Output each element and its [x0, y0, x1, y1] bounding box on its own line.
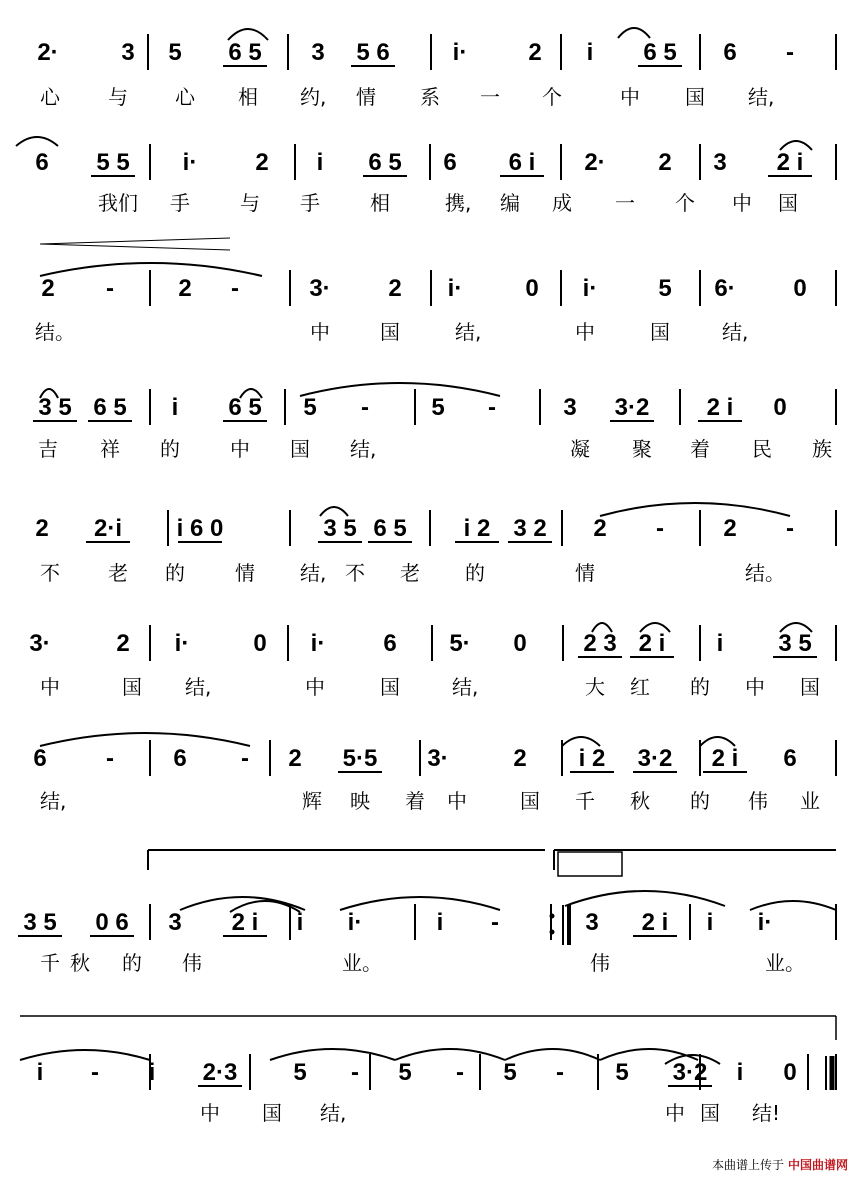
- note: 3: [713, 149, 727, 176]
- lyric: 与: [240, 191, 260, 215]
- note: 3 5: [23, 909, 57, 936]
- lyric: 中: [745, 675, 765, 699]
- lyric: 中: [665, 1101, 685, 1125]
- lyric: 的: [122, 951, 142, 975]
- lyric: 国: [122, 675, 142, 699]
- lyric: 相: [238, 85, 258, 109]
- lyric: 业。: [765, 951, 805, 975]
- note: 0: [513, 630, 527, 657]
- note: 3·2: [637, 745, 673, 772]
- note: 3 5: [778, 630, 812, 657]
- lyric: 不: [345, 561, 365, 585]
- note: 6: [383, 630, 397, 657]
- lyric: 的: [160, 437, 180, 461]
- note: 5·: [449, 630, 471, 657]
- lyric: 结,: [350, 437, 377, 461]
- lyric: 成: [552, 191, 572, 215]
- note: i·: [174, 630, 190, 657]
- note: -: [106, 275, 114, 302]
- lyric: 心: [175, 85, 195, 109]
- lyric: 伟: [182, 951, 202, 975]
- note: i·: [310, 630, 326, 657]
- note: 3: [311, 39, 325, 66]
- lyric: 国: [650, 320, 670, 344]
- lyric: 辉: [302, 789, 322, 813]
- lyric: 红: [630, 675, 650, 699]
- lyric: 族: [812, 437, 832, 461]
- upload-credit: 本曲谱上传于: [711, 1158, 784, 1172]
- lyric: 聚: [632, 437, 652, 461]
- note: 3·: [427, 745, 449, 772]
- lyric: 业: [800, 789, 820, 813]
- note: i: [148, 1059, 156, 1086]
- lyric: 秋: [70, 951, 90, 975]
- note: -: [556, 1059, 564, 1086]
- note: -: [91, 1059, 99, 1086]
- note: 0: [793, 275, 807, 302]
- lyric: 着: [405, 789, 425, 813]
- lyric: 中: [305, 675, 325, 699]
- lyric: 个: [675, 191, 695, 215]
- note: -: [491, 909, 499, 936]
- note: -: [361, 394, 369, 421]
- note: i: [316, 149, 324, 176]
- lyric: 个: [542, 85, 562, 109]
- tie: [618, 28, 650, 38]
- note: 2 i: [776, 149, 804, 176]
- note: 0: [773, 394, 787, 421]
- note: 3: [585, 909, 599, 936]
- lyric: 我们: [98, 191, 138, 215]
- lyric: 国: [380, 320, 400, 344]
- note: -: [656, 515, 664, 542]
- note: i: [706, 909, 714, 936]
- lyric: 情: [356, 85, 376, 109]
- note: 3·2: [672, 1059, 708, 1086]
- note: i·: [182, 149, 198, 176]
- note: -: [241, 745, 249, 772]
- lyric: 国: [778, 191, 798, 215]
- note: 3·: [309, 275, 331, 302]
- tie-long: [300, 383, 500, 396]
- lyric: 中: [230, 437, 250, 461]
- lyric: 祥: [100, 437, 120, 461]
- note: -: [786, 39, 794, 66]
- note: 5 6: [356, 39, 390, 66]
- note: 2 i: [711, 745, 739, 772]
- note: i: [716, 630, 724, 657]
- lyric: 结!: [752, 1101, 781, 1125]
- lyric: 一: [480, 85, 500, 109]
- note: 2: [513, 745, 527, 772]
- note: 2: [35, 515, 49, 542]
- note: 6 5: [93, 394, 127, 421]
- note: 3·: [29, 630, 51, 657]
- note: 2: [255, 149, 269, 176]
- slur: [16, 137, 58, 146]
- note: 2·: [584, 149, 606, 176]
- lyric: 中: [447, 789, 467, 813]
- note: 2·: [37, 39, 59, 66]
- lyric: 结,: [748, 85, 775, 109]
- footer: [712, 1156, 848, 1173]
- lyric: 大: [585, 675, 605, 699]
- note: 2 3: [583, 630, 617, 657]
- note: -: [106, 745, 114, 772]
- note: 6·: [714, 275, 736, 302]
- note: 2·3: [202, 1059, 238, 1086]
- lyric: 的: [690, 675, 710, 699]
- tie-long: [340, 897, 500, 910]
- note: i·: [447, 275, 463, 302]
- note: 6 5: [228, 394, 262, 421]
- lyric: 结,: [452, 675, 479, 699]
- note: 6 5: [643, 39, 677, 66]
- repeat-dot: [550, 914, 555, 919]
- lyric: 老: [108, 561, 128, 585]
- note: 3: [121, 39, 135, 66]
- note: 2: [178, 275, 192, 302]
- note: 2: [288, 745, 302, 772]
- note: 5: [431, 394, 445, 421]
- lyric: 着: [690, 437, 710, 461]
- coda-box: [558, 852, 622, 876]
- note: 6 5: [368, 149, 402, 176]
- lyric: 的: [165, 561, 185, 585]
- note: i: [736, 1059, 744, 1086]
- lyric: 中: [40, 675, 60, 699]
- lyric: 伟: [748, 789, 768, 813]
- note: -: [786, 515, 794, 542]
- note: -: [351, 1059, 359, 1086]
- note: 2: [593, 515, 607, 542]
- note: 5: [503, 1059, 517, 1086]
- hairpin: [40, 238, 230, 244]
- note: 5 5: [96, 149, 130, 176]
- note: 6: [783, 745, 797, 772]
- lyric: 国: [380, 675, 400, 699]
- lyric: 情: [235, 561, 255, 585]
- lyric: 中: [200, 1101, 220, 1125]
- lyric: 系: [420, 85, 440, 109]
- lyric: 国: [685, 85, 705, 109]
- note: i: [296, 909, 304, 936]
- note: 5: [168, 39, 182, 66]
- lyric: 结,: [320, 1101, 347, 1125]
- note: 3: [168, 909, 182, 936]
- note: i: [586, 39, 594, 66]
- note: 3·2: [614, 394, 650, 421]
- lyric: 中: [732, 191, 752, 215]
- note: 2: [41, 275, 55, 302]
- lyric: 与: [108, 85, 128, 109]
- hairpin: [40, 244, 230, 250]
- note: i: [171, 394, 179, 421]
- lyric: 千: [40, 951, 60, 975]
- note: i: [436, 909, 444, 936]
- lyric: 伟: [590, 951, 610, 975]
- lyric: 手: [300, 191, 320, 215]
- note: 2: [388, 275, 402, 302]
- note: 6 5: [373, 515, 407, 542]
- note: 3: [563, 394, 577, 421]
- note: 0: [525, 275, 539, 302]
- lyric: 约,: [300, 85, 327, 109]
- lyric: 中: [310, 320, 330, 344]
- lyric: 结,: [455, 320, 482, 344]
- lyric: 凝: [570, 437, 590, 461]
- tie: [270, 1049, 395, 1060]
- note: -: [488, 394, 496, 421]
- note: 2: [528, 39, 542, 66]
- lyric: 国: [700, 1101, 720, 1125]
- note: 6 i: [508, 149, 536, 176]
- note: 6 5: [228, 39, 262, 66]
- lyric: 情: [575, 561, 595, 585]
- note: 5: [303, 394, 317, 421]
- lyric: 一: [615, 191, 635, 215]
- lyric: 结,: [722, 320, 749, 344]
- lyric: 结。: [35, 320, 75, 344]
- note: i 2: [578, 745, 606, 772]
- note: 6: [173, 745, 187, 772]
- note: 2: [658, 149, 672, 176]
- lyric: 携,: [445, 191, 472, 215]
- note: 3 5: [38, 394, 72, 421]
- lyric: 国: [800, 675, 820, 699]
- lyric: 国: [520, 789, 540, 813]
- note: i 2: [463, 515, 491, 542]
- note: 6: [443, 149, 457, 176]
- note: i·: [452, 39, 468, 66]
- note: -: [456, 1059, 464, 1086]
- lyric: 相: [370, 191, 390, 215]
- lyric: 老: [400, 561, 420, 585]
- note: 6: [33, 745, 47, 772]
- lyric: 吉: [38, 437, 58, 461]
- note: 5: [398, 1059, 412, 1086]
- lyric: 不: [40, 561, 60, 585]
- note: -: [231, 275, 239, 302]
- note: 6: [35, 149, 49, 176]
- lyric: 的: [690, 789, 710, 813]
- note: i: [36, 1059, 44, 1086]
- lyric: 结,: [300, 561, 327, 585]
- lyric: 映: [350, 789, 370, 813]
- lyric: 手: [170, 191, 190, 215]
- note: 0 6: [95, 909, 129, 936]
- lyric: 结,: [185, 675, 212, 699]
- lyric: 国: [262, 1101, 282, 1125]
- note: i·: [757, 909, 773, 936]
- note: 2·i: [93, 515, 123, 542]
- tie-long: [40, 733, 250, 746]
- note: i 6 0: [176, 515, 224, 542]
- note: 2 i: [641, 909, 669, 936]
- note: 5: [658, 275, 672, 302]
- note: 0: [253, 630, 267, 657]
- lyric: 的: [465, 561, 485, 585]
- note: 2 i: [231, 909, 259, 936]
- lyric: 结。: [745, 561, 785, 585]
- note: 3 5: [323, 515, 357, 542]
- note: 2: [116, 630, 130, 657]
- note: 0: [783, 1059, 797, 1086]
- note: i·: [347, 909, 363, 936]
- note: 6: [723, 39, 737, 66]
- note: 2 i: [706, 394, 734, 421]
- lyric: 民: [752, 437, 772, 461]
- note: i·: [582, 275, 598, 302]
- lyric: 编: [500, 191, 520, 215]
- note: 3 2: [513, 515, 547, 542]
- slur: [565, 891, 725, 906]
- lyric: 中: [620, 85, 640, 109]
- lyric: 千: [575, 789, 595, 813]
- lyric: 结,: [40, 789, 67, 813]
- lyric: 中: [575, 320, 595, 344]
- lyric: 心: [40, 85, 60, 109]
- note: 5: [293, 1059, 307, 1086]
- note: 5: [615, 1059, 629, 1086]
- tie: [505, 1049, 600, 1060]
- lyric: 秋: [630, 789, 650, 813]
- note: 5·5: [342, 745, 378, 772]
- note: 2 i: [638, 630, 666, 657]
- lyric: 业。: [342, 951, 382, 975]
- tie-long: [600, 503, 790, 516]
- note: 2: [723, 515, 737, 542]
- repeat-dot: [550, 930, 555, 935]
- site-brand: 中国曲谱网: [787, 1158, 848, 1172]
- lyric: 国: [290, 437, 310, 461]
